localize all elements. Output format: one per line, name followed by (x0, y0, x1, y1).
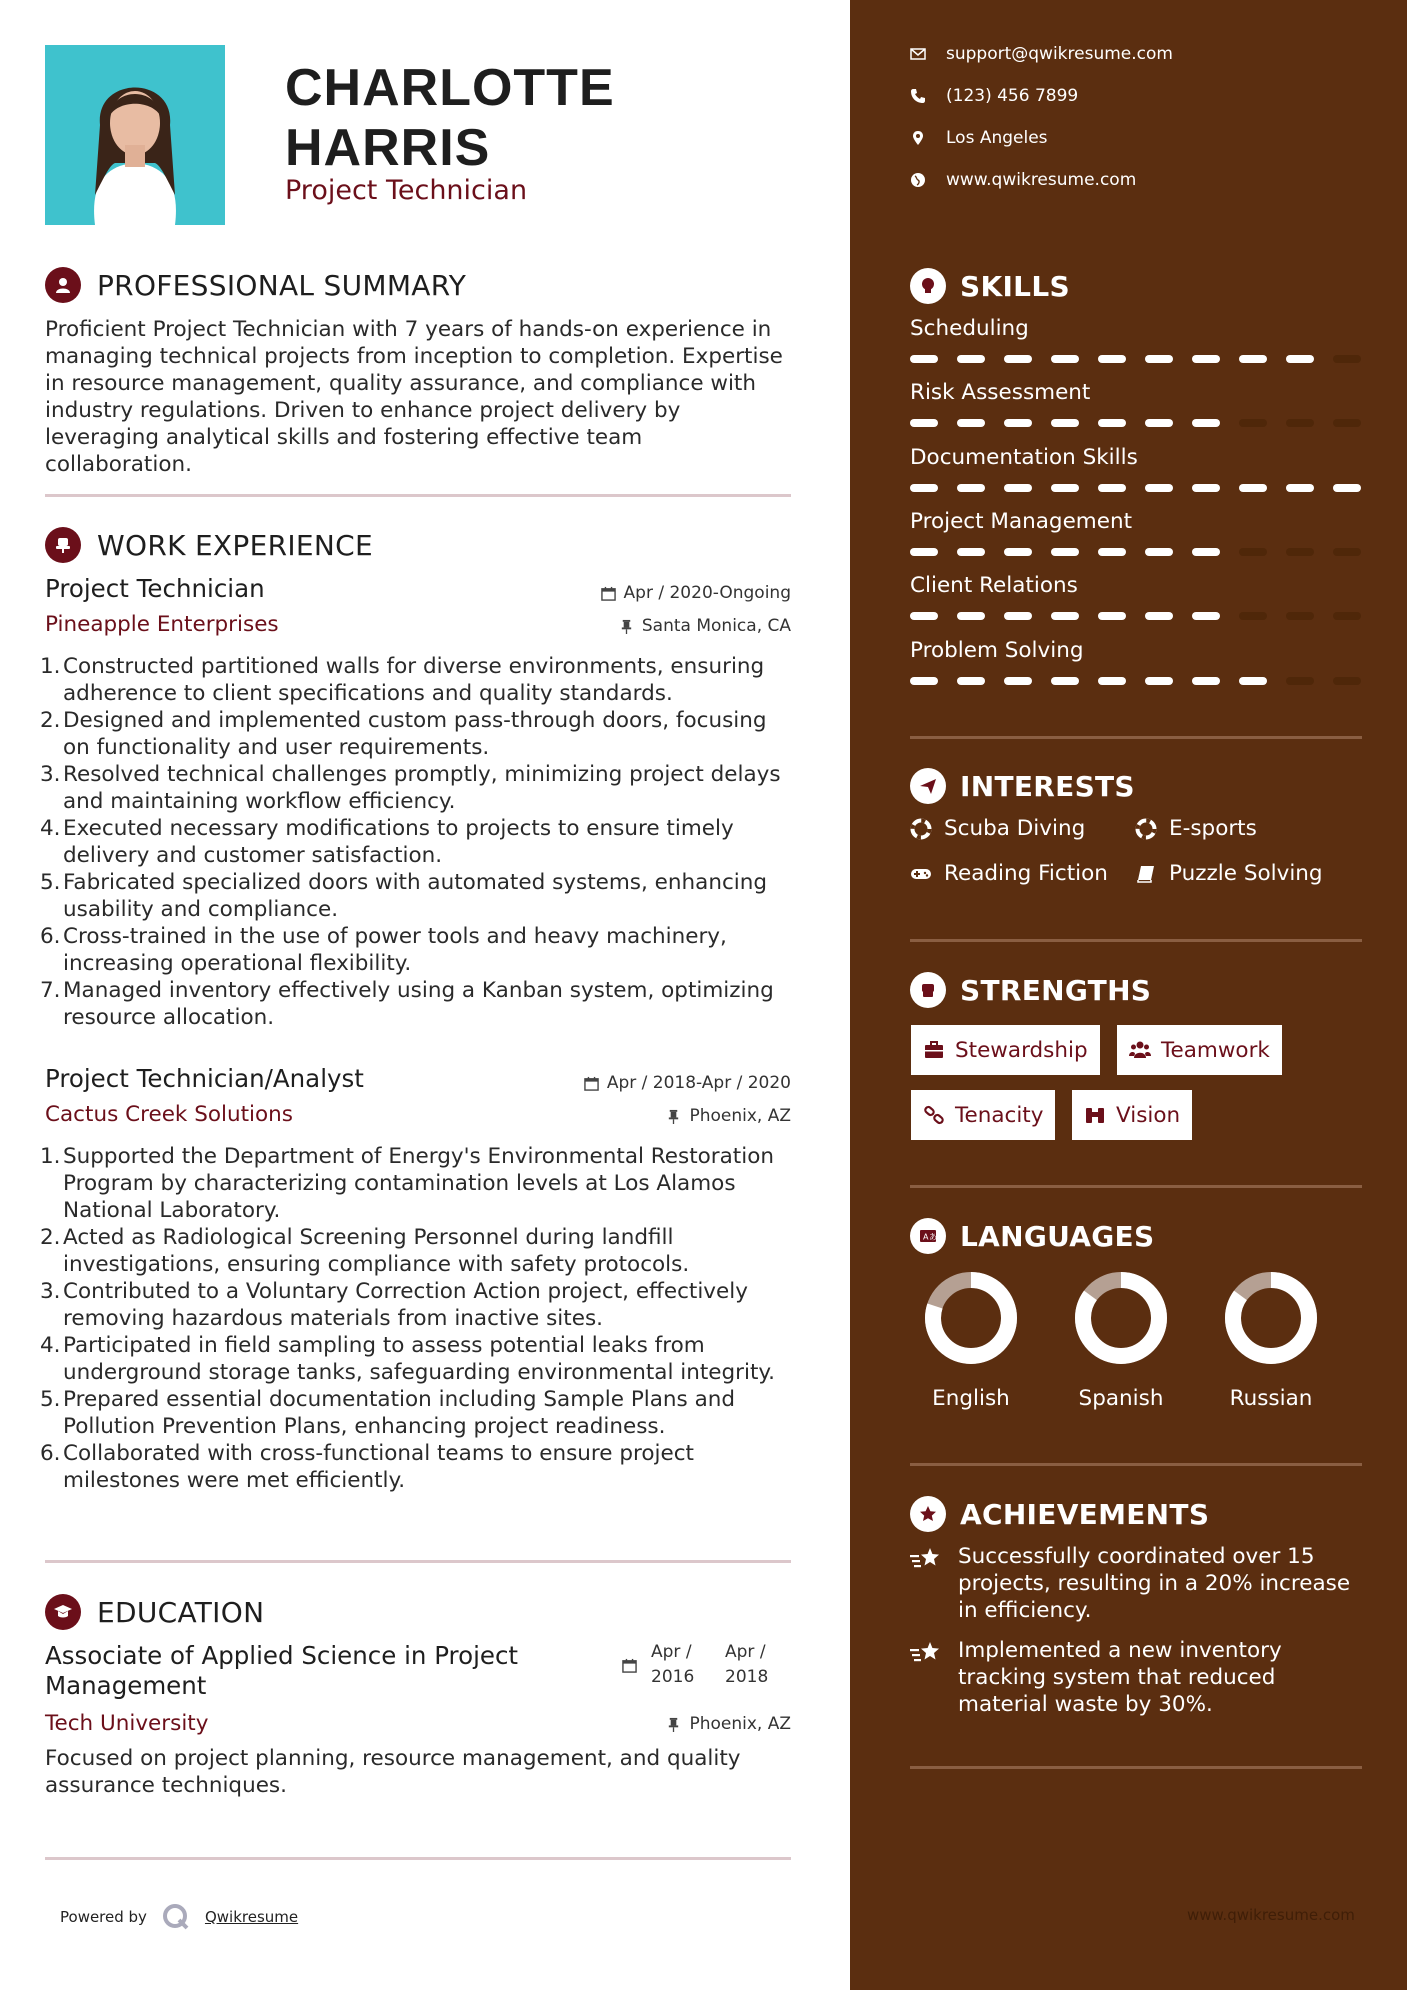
education-description: Focused on project planning, resource management, and quality assurance techniques. (45, 1746, 741, 1798)
section-divider (45, 1857, 791, 1860)
skill-level-bar (910, 355, 1370, 363)
gamepad-icon (910, 863, 932, 885)
skill-segment-filled (1192, 677, 1220, 685)
skill-segment-filled (957, 484, 985, 492)
skill-segment-filled (910, 548, 938, 556)
name-line-2: HARRIS (285, 119, 491, 177)
job-title: Project Technician/Analyst (45, 1064, 364, 1093)
name-line-1: CHARLOTTE (285, 59, 615, 117)
job-location-text: Phoenix, AZ (689, 1106, 791, 1126)
skill-name: Problem Solving (910, 638, 1084, 663)
list-item: 5. Fabricated specialized doors with automated systems, enhancing usability and compliance. (40, 870, 768, 922)
pin-icon (666, 1717, 681, 1732)
calendar-icon (584, 1076, 599, 1091)
skill-segment-filled (1192, 484, 1220, 492)
strength-label: Stewardship (955, 1037, 1088, 1063)
contact-phone-text: (123) 456 7899 (946, 86, 1079, 106)
skill-segment-filled (1145, 355, 1173, 363)
skill-segment-filled (957, 677, 985, 685)
skill-segment-empty (1333, 419, 1361, 427)
language-name: Russian (1229, 1386, 1313, 1411)
job-1-bullets (40, 653, 800, 1031)
skill-segment-filled (1051, 677, 1079, 685)
interest-label: Scuba Diving (944, 816, 1086, 841)
skill-name: Documentation Skills (910, 445, 1138, 470)
link-icon (923, 1104, 945, 1126)
list-item: 4. Participated in field sampling to assess potential leaks from underground storage tanks, safeguarding environmental integrity. (40, 1333, 775, 1385)
skill-segment-filled (1098, 548, 1126, 556)
skill-segment-empty (1333, 548, 1361, 556)
users-icon (1129, 1039, 1151, 1061)
sidebar-divider (910, 736, 1362, 739)
skill-segment-filled (910, 484, 938, 492)
skill-segment-filled (1098, 355, 1126, 363)
skill-item (910, 573, 1370, 620)
skill-name: Client Relations (910, 573, 1078, 598)
section-divider (45, 1560, 791, 1563)
svg-text:あ: あ (929, 1232, 937, 1242)
skill-segment-filled (1333, 484, 1361, 492)
interests-title: INTERESTS (960, 769, 1135, 803)
skill-item (910, 316, 1370, 363)
sidebar-divider (910, 939, 1362, 942)
contact-email[interactable] (910, 44, 1173, 64)
skill-segment-filled (1004, 677, 1032, 685)
summary-text: Proficient Project Technician with 7 years of hands-on experience in managing technical projects from inception to completion. Expertise in resource management, quality assurance, and compliance with industry regulations. Driven to enhance project delivery by leveraging analytical skills and fostering effective team collaboration. (45, 317, 783, 477)
skill-segment-filled (910, 612, 938, 620)
skill-segment-filled (1145, 612, 1173, 620)
map-pin-icon (910, 130, 926, 146)
skill-item (910, 380, 1370, 427)
skill-segment-filled (1286, 355, 1314, 363)
skill-segment-filled (1145, 484, 1173, 492)
skill-segment-empty (1333, 355, 1361, 363)
skill-segment-empty (1286, 677, 1314, 685)
skill-segment-empty (1239, 548, 1267, 556)
skill-segment-filled (1051, 355, 1079, 363)
skill-segment-filled (1192, 419, 1220, 427)
education-start-line-1: Apr / (651, 1642, 692, 1662)
interests-heading (910, 768, 1135, 804)
languages-title: LANGUAGES (960, 1219, 1155, 1253)
job-location (666, 1106, 791, 1126)
contact-location-text: Los Angeles (946, 128, 1048, 148)
profile-photo (45, 45, 225, 225)
education-location (666, 1714, 791, 1734)
skill-segment-empty (1333, 612, 1361, 620)
summary-title: PROFESSIONAL SUMMARY (97, 268, 467, 302)
skill-segment-filled (1004, 548, 1032, 556)
sidebar-divider (910, 1463, 1362, 1466)
contact-email-text: support@qwikresume.com (946, 44, 1173, 64)
skills-heading (910, 268, 1070, 304)
interest-item (910, 861, 1108, 886)
skill-segment-filled (1098, 484, 1126, 492)
qwikresume-link[interactable]: Qwikresume (204, 1908, 299, 1926)
job-location-text: Santa Monica, CA (641, 616, 791, 636)
achievements-heading (910, 1496, 1209, 1532)
contact-location (910, 128, 1048, 148)
list-item: 2. Designed and implemented custom pass-through doors, focusing on functionality and user requirements. (40, 708, 767, 760)
experience-heading (45, 527, 373, 563)
school-name: Tech University (45, 1711, 209, 1736)
language-icon (910, 1218, 946, 1254)
skill-item (910, 638, 1370, 685)
candidate-name (285, 58, 615, 178)
skill-segment-filled (1145, 548, 1173, 556)
binoculars-icon (1084, 1104, 1106, 1126)
strength-label: Teamwork (1161, 1037, 1270, 1063)
shooting-star-icon (910, 1545, 942, 1573)
degree-title: Associate of Applied Science in Project Management (45, 1641, 519, 1700)
language-proficiency-ring (923, 1270, 1019, 1366)
list-item: 6. Cross-trained in the use of power tools and heavy machinery, increasing operational flexibility. (40, 924, 727, 976)
education-end (725, 1640, 785, 1690)
contact-website-text: www.qwikresume.com (946, 170, 1137, 190)
list-item: 5. Prepared essential documentation including Sample Plans and Pollution Prevention Plans, enhancing project readiness. (40, 1387, 736, 1439)
skill-segment-filled (1051, 484, 1079, 492)
skill-item (910, 445, 1370, 492)
star-badge-icon (910, 1496, 946, 1532)
globe-icon (910, 172, 926, 188)
skill-segment-filled (1051, 612, 1079, 620)
skill-segment-empty (1239, 612, 1267, 620)
life-ring-icon (910, 818, 932, 840)
skill-segment-filled (1051, 548, 1079, 556)
pin-icon (619, 619, 634, 634)
sidebar-divider (910, 1185, 1362, 1188)
interest-label: Puzzle Solving (1169, 861, 1323, 886)
life-ring-icon (1135, 818, 1157, 840)
candidate-role: Project Technician (285, 175, 528, 206)
contact-website[interactable] (910, 170, 1136, 190)
job-dates-text: Apr / 2018-Apr / 2020 (606, 1073, 791, 1093)
list-item: 1. Supported the Department of Energy's Environmental Restoration Program by characterizing contamination levels at Los Alamos National Laboratory. (40, 1144, 774, 1223)
strength-badge (1117, 1025, 1282, 1075)
list-item: 4. Executed necessary modifications to projects to ensure timely delivery and customer satisfaction. (40, 816, 734, 868)
education-title: EDUCATION (97, 1595, 265, 1629)
footer (60, 1902, 298, 1932)
strength-badge (911, 1025, 1100, 1075)
skill-segment-filled (1192, 355, 1220, 363)
language-item (1211, 1270, 1331, 1411)
job-dates (584, 1073, 791, 1093)
job-2-bullets (40, 1143, 800, 1494)
skill-segment-filled (957, 548, 985, 556)
fist-icon (910, 972, 946, 1008)
sidebar-divider (910, 1766, 1362, 1769)
powered-by-label: Powered by (60, 1908, 147, 1926)
pin-icon (666, 1109, 681, 1124)
graduation-icon (45, 1594, 81, 1630)
job-company: Pineapple Enterprises (45, 612, 279, 637)
interest-item (910, 816, 1085, 841)
list-item: 7. Managed inventory effectively using a Kanban system, optimizing resource allocation. (40, 978, 774, 1030)
watermark: www.qwikresume.com (1187, 1906, 1355, 1924)
contact-phone[interactable] (910, 86, 1078, 106)
shooting-star-icon (910, 1639, 942, 1667)
interest-label: E-sports (1169, 816, 1257, 841)
summary-heading (45, 267, 466, 303)
skill-segment-filled (1004, 612, 1032, 620)
skill-segment-empty (1286, 548, 1314, 556)
achievement-text: Successfully coordinated over 15 projects, resulting in a 20% increase in efficiency. (958, 1544, 1351, 1623)
achievements-title: ACHIEVEMENTS (960, 1497, 1210, 1531)
book-icon (1135, 863, 1157, 885)
achievement-item (910, 1543, 1370, 1624)
achievement-item (910, 1637, 1370, 1718)
skill-item (910, 509, 1370, 556)
skill-segment-filled (910, 355, 938, 363)
briefcase-chair-icon (45, 527, 81, 563)
skill-segment-filled (1004, 484, 1032, 492)
skill-segment-empty (1239, 419, 1267, 427)
skill-segment-empty (1333, 677, 1361, 685)
skill-level-bar (910, 612, 1370, 620)
job-title: Project Technician (45, 574, 265, 603)
skill-segment-empty (1286, 612, 1314, 620)
paper-plane-icon (910, 768, 946, 804)
interest-label: Reading Fiction (944, 861, 1108, 886)
language-item (1061, 1270, 1181, 1411)
list-item: 3. Contributed to a Voluntary Correction Action project, effectively removing hazardous materials from inactive sites. (40, 1279, 748, 1331)
user-icon (45, 267, 81, 303)
language-name: Spanish (1078, 1386, 1164, 1411)
calendar-icon (601, 586, 616, 601)
envelope-icon (910, 46, 926, 62)
skill-segment-filled (910, 419, 938, 427)
job-dates (601, 583, 791, 603)
education-dates (622, 1640, 785, 1690)
list-item: 1. Constructed partitioned walls for diverse environments, ensuring adherence to client specifications and quality standards. (40, 654, 765, 706)
skill-segment-filled (1098, 612, 1126, 620)
qwikresume-logo-icon (161, 1902, 191, 1932)
calendar-icon (622, 1658, 637, 1673)
skill-segment-filled (1051, 419, 1079, 427)
skill-level-bar (910, 484, 1370, 492)
skill-level-bar (910, 677, 1370, 685)
strengths-heading (910, 972, 1151, 1008)
strength-label: Tenacity (955, 1102, 1044, 1128)
interest-item (1135, 861, 1323, 886)
skill-segment-filled (1098, 419, 1126, 427)
section-divider (45, 494, 791, 497)
strength-badge (1072, 1090, 1192, 1140)
skill-name: Project Management (910, 509, 1133, 534)
list-item: 6. Collaborated with cross-functional teams to ensure project milestones were met efficiently. (40, 1441, 694, 1493)
skill-segment-empty (1286, 419, 1314, 427)
achievement-text: Implemented a new inventory tracking system that reduced material waste by 30%. (958, 1638, 1282, 1717)
language-proficiency-ring (1073, 1270, 1169, 1366)
skill-segment-filled (1239, 484, 1267, 492)
skill-segment-filled (910, 677, 938, 685)
skill-segment-filled (1145, 419, 1173, 427)
skill-segment-filled (1192, 548, 1220, 556)
interest-item (1135, 816, 1257, 841)
skill-segment-filled (957, 419, 985, 427)
phone-icon (910, 88, 926, 104)
skill-segment-filled (1286, 484, 1314, 492)
skill-segment-filled (1239, 677, 1267, 685)
skills-title: SKILLS (960, 269, 1070, 303)
language-item (911, 1270, 1031, 1411)
experience-title: WORK EXPERIENCE (97, 528, 373, 562)
skill-name: Scheduling (910, 316, 1029, 341)
lightbulb-icon (910, 268, 946, 304)
strength-badge (911, 1090, 1055, 1140)
education-end-line-1: Apr / (725, 1642, 766, 1662)
skill-segment-filled (957, 612, 985, 620)
job-company: Cactus Creek Solutions (45, 1102, 294, 1127)
education-start (651, 1640, 711, 1690)
list-item: 2. Acted as Radiological Screening Personnel during landfill investigations, ensuring compliance with safety protocols. (40, 1225, 690, 1277)
sidebar (850, 0, 1407, 1990)
skill-segment-filled (1004, 355, 1032, 363)
svg-text:A: A (923, 1232, 929, 1242)
briefcase-icon (923, 1039, 945, 1061)
job-dates-text: Apr / 2020-Ongoing (623, 583, 791, 603)
strength-label: Vision (1116, 1102, 1181, 1128)
skill-level-bar (910, 419, 1370, 427)
skill-level-bar (910, 548, 1370, 556)
skill-name: Risk Assessment (910, 380, 1091, 405)
skill-segment-filled (957, 355, 985, 363)
skill-segment-filled (1145, 677, 1173, 685)
language-proficiency-ring (1223, 1270, 1319, 1366)
languages-heading (910, 1218, 1154, 1254)
skill-segment-filled (1098, 677, 1126, 685)
education-start-line-2: 2016 (651, 1667, 695, 1687)
education-heading (45, 1594, 264, 1630)
skill-segment-filled (1004, 419, 1032, 427)
job-location (619, 616, 791, 636)
skill-segment-filled (1239, 355, 1267, 363)
language-name: English (932, 1386, 1010, 1411)
strengths-title: STRENGTHS (960, 973, 1152, 1007)
list-item: 3. Resolved technical challenges promptly, minimizing project delays and maintaining workflow efficiency. (40, 762, 781, 814)
skill-segment-filled (1192, 612, 1220, 620)
education-end-line-2: 2018 (725, 1667, 769, 1687)
education-location-text: Phoenix, AZ (689, 1714, 791, 1734)
